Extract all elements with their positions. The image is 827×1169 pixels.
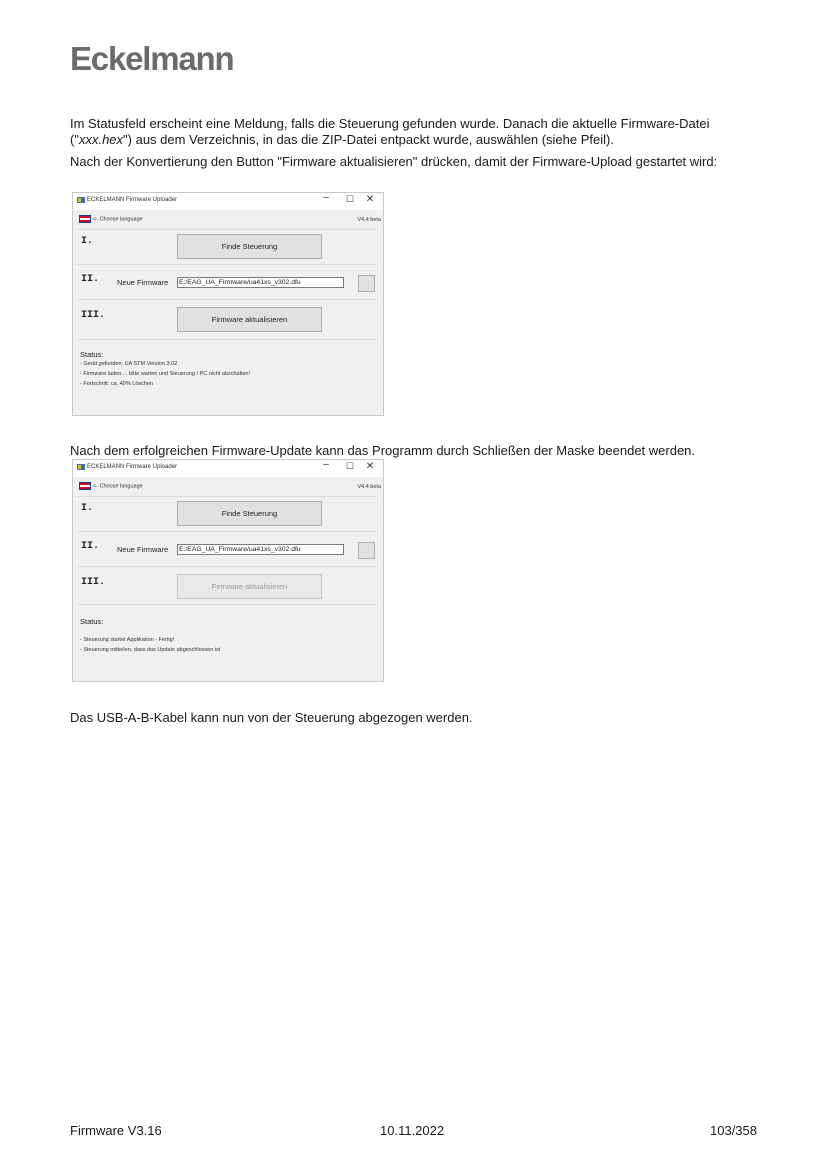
firmware-path-field[interactable]: E:/EAG_UA_Firmware/ua41xs_v302.dfu	[177, 544, 344, 555]
maximize-icon[interactable]: ☐	[345, 461, 355, 471]
app-icon	[77, 463, 85, 471]
step-1-label: I.	[81, 503, 94, 514]
firmware-uploader-window-finished	[72, 459, 384, 682]
title-bar	[73, 460, 383, 477]
update-firmware-button[interactable]: Firmware aktualisieren	[177, 307, 322, 332]
status-line: - Fortschritt: ca. 49% Löschen	[80, 381, 154, 387]
paragraph-convert-info: Nach der Konvertierung den Button "Firmware aktualisieren" drücken, damit der Firmware-Upload gestartet wird:	[70, 154, 718, 169]
paragraph-status-info	[70, 116, 760, 148]
status-line: - Steuerung mitteilen, dass das Update abgeschlossen ist	[80, 647, 221, 653]
step-3-label: III.	[81, 310, 106, 321]
window-title: ECKELMANN Firmware Uploader	[87, 197, 178, 203]
choose-language-link[interactable]	[79, 482, 143, 490]
new-firmware-label: Neue Firmware	[117, 278, 169, 287]
paragraph-text: ") aus dem Verzeichnis, in das die ZIP-Datei entpackt wurde, auswählen (siehe Pfeil).	[123, 132, 614, 147]
divider	[77, 299, 377, 300]
uk-flag-icon	[79, 215, 91, 223]
divider	[77, 496, 377, 497]
status-line: - Steuerung startet Applikation - Fertig!	[80, 637, 175, 643]
find-controller-button[interactable]: Finde Steuerung	[177, 501, 322, 526]
filename-example: xxx.hex	[78, 132, 124, 147]
title-bar	[73, 193, 383, 210]
footer-firmware-version: Firmware V3.16	[70, 1123, 162, 1138]
footer-date: 10.11.2022	[380, 1123, 445, 1138]
divider	[77, 229, 377, 230]
step-2-label: II.	[81, 541, 100, 552]
choose-language-link[interactable]	[79, 215, 143, 223]
new-firmware-label: Neue Firmware	[117, 545, 169, 554]
status-label: Status:	[80, 350, 104, 359]
minimize-icon[interactable]: –	[323, 459, 329, 470]
choose-language-label: <- Choose language	[93, 483, 143, 490]
firmware-uploader-window-progress	[72, 192, 384, 416]
divider	[77, 531, 377, 532]
paragraph-text: Im Statusfeld erscheint eine Meldung, falls die Steuerung gefunden wurde. Danach die aktuelle Firmware-Datei ("	[70, 116, 710, 147]
step-2-label: II.	[81, 274, 100, 285]
step-1-label: I.	[81, 236, 94, 247]
update-firmware-button: Firmware aktualisieren	[177, 574, 322, 599]
status-line: - Firmware laden ... bitte warten und Steuerung / PC nicht abschalten!	[80, 371, 250, 377]
close-icon[interactable]: ✕	[365, 461, 375, 472]
close-icon[interactable]: ✕	[365, 194, 375, 205]
paragraph-update-finished: Nach dem erfolgreichen Firmware-Update kann das Programm durch Schließen der Maske beendet werden.	[70, 443, 696, 458]
browse-file-button[interactable]	[358, 275, 375, 292]
version-label: V4.4 beta	[357, 484, 381, 490]
divider	[77, 566, 377, 567]
window-title: ECKELMANN Firmware Uploader	[87, 464, 178, 470]
version-label: V4.4 beta	[357, 217, 381, 223]
divider	[77, 264, 377, 265]
browse-file-button[interactable]	[358, 542, 375, 559]
find-controller-button[interactable]: Finde Steuerung	[177, 234, 322, 259]
app-icon	[77, 196, 85, 204]
status-label: Status:	[80, 617, 104, 626]
uk-flag-icon	[79, 482, 91, 490]
choose-language-label: <- Choose language	[93, 216, 143, 223]
divider	[77, 604, 377, 605]
minimize-icon[interactable]: –	[323, 192, 329, 203]
divider	[77, 339, 377, 340]
status-line: - Gerät gefunden: UA STM Version 3.02	[80, 361, 178, 367]
step-3-label: III.	[81, 577, 106, 588]
maximize-icon[interactable]: ☐	[345, 194, 355, 204]
paragraph-unplug-cable: Das USB-A-B-Kabel kann nun von der Steuerung abgezogen werden.	[70, 710, 473, 725]
firmware-path-field[interactable]: E:/EAG_UA_Firmware/ua41xs_v302.dfu	[177, 277, 344, 288]
eckelmann-logo: Eckelmann	[70, 40, 234, 77]
footer-page-number: 103/358	[710, 1123, 757, 1138]
